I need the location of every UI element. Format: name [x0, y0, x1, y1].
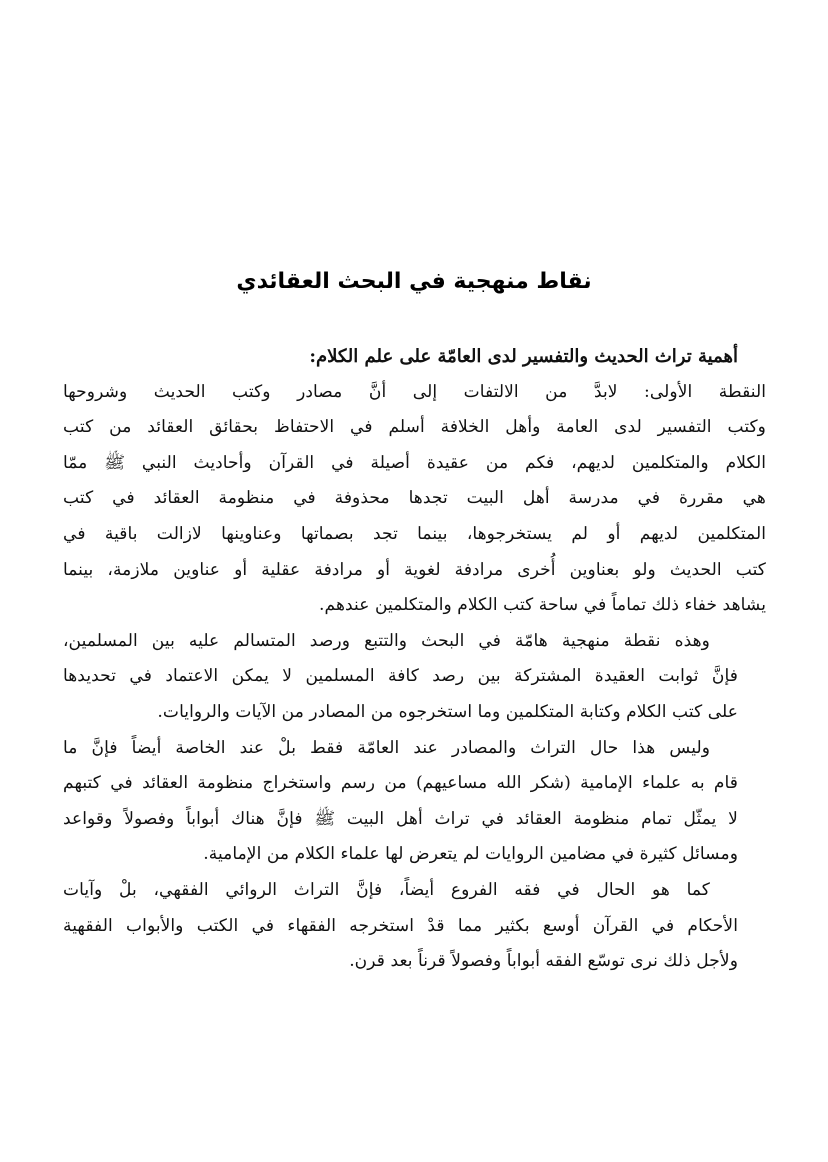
paragraph-3: [63, 731, 766, 873]
text-line: وهذه نقطة منهجية هامّة في البحث والتتبع ورصد المتسالم عليه بين المسلمين،: [63, 630, 710, 651]
text-line: لا يمثّل تمام منظومة العقائد في تراث أهل البيت ﷺ فإنَّ هناك أبواباً وفصولاً وقواعد: [63, 808, 738, 829]
paragraph-1: [63, 375, 766, 624]
text-line: الأحكام في القرآن أوسع بكثير مما قدْ استخرجه الفقهاء في الكتب والأبواب الفقهية: [63, 915, 738, 936]
paragraph-4: [63, 873, 766, 980]
text-line: المتكلمين لديهم أو لم يستخرجوها، بينما تجد بصماتها وعناوينها لازالت باقية في: [63, 523, 766, 544]
text-line: النقطة الأولى: لابدَّ من الالتفات إلى أنَّ مصادر وكتب الحديث وشروحها: [63, 381, 766, 402]
paragraph-2: [63, 624, 766, 731]
text-line: على كتب الكلام وكتابة المتكلمين وما استخرجوه من المصادر من الآيات والروايات.: [157, 701, 738, 722]
text-line: قام به علماء الإمامية (شكر الله مساعيهم) من رسم واستخراج منظومة العقائد في كتبهم: [63, 773, 738, 794]
text-line: فإنَّ ثوابت العقيدة المشتركة بين رصد كافة المسلمين لا يمكن الاعتماد في تحديدها: [63, 666, 738, 687]
text-line: كما هو الحال في فقه الفروع أيضاً، فإنَّ التراث الروائي الفقهي، بلْ وآيات: [63, 879, 710, 900]
section-heading: أهمية تراث الحديث والتفسير لدى العامّة على علم الكلام:: [309, 346, 738, 367]
text-line: ومسائل كثيرة في مضامين الروايات لم يتعرض لها علماء الكلام من الإمامية.: [203, 844, 738, 865]
text-line: هي مقررة في مدرسة أهل البيت تجدها محذوفة في منظومة العقائد في كتب: [63, 488, 767, 509]
text-line: وليس هذا حال التراث والمصادر عند العامّة فقط بلْ عند الخاصة أيضاً فإنَّ ما: [63, 737, 710, 758]
text-line: الكلام والمتكلمين لديهم، فكم من عقيدة أصيلة في القرآن وأحاديث النبي ﷺ ممّا: [63, 452, 766, 473]
text-line: وكتب التفسير لدى العامة وأهل الخلافة أسلم في الاحتفاظ بحقائق العقائد من كتب: [63, 417, 766, 438]
text-line: يشاهد خفاء ذلك تماماً في ساحة كتب الكلام والمتكلمين عندهم.: [319, 595, 766, 616]
text-line: كتب الحديث ولو بعناوين أُخرى مرادفة لغوية أو مرادفة عقلية أو عناوين ملازمة، بينما: [63, 559, 766, 580]
page-body: [63, 339, 766, 980]
text-line: ولأجل ذلك نرى توسّع الفقه أبواباً وفصولاً قرناً بعد قرن.: [349, 951, 738, 972]
page-title: نقاط منهجية في البحث العقائدي: [236, 269, 592, 294]
